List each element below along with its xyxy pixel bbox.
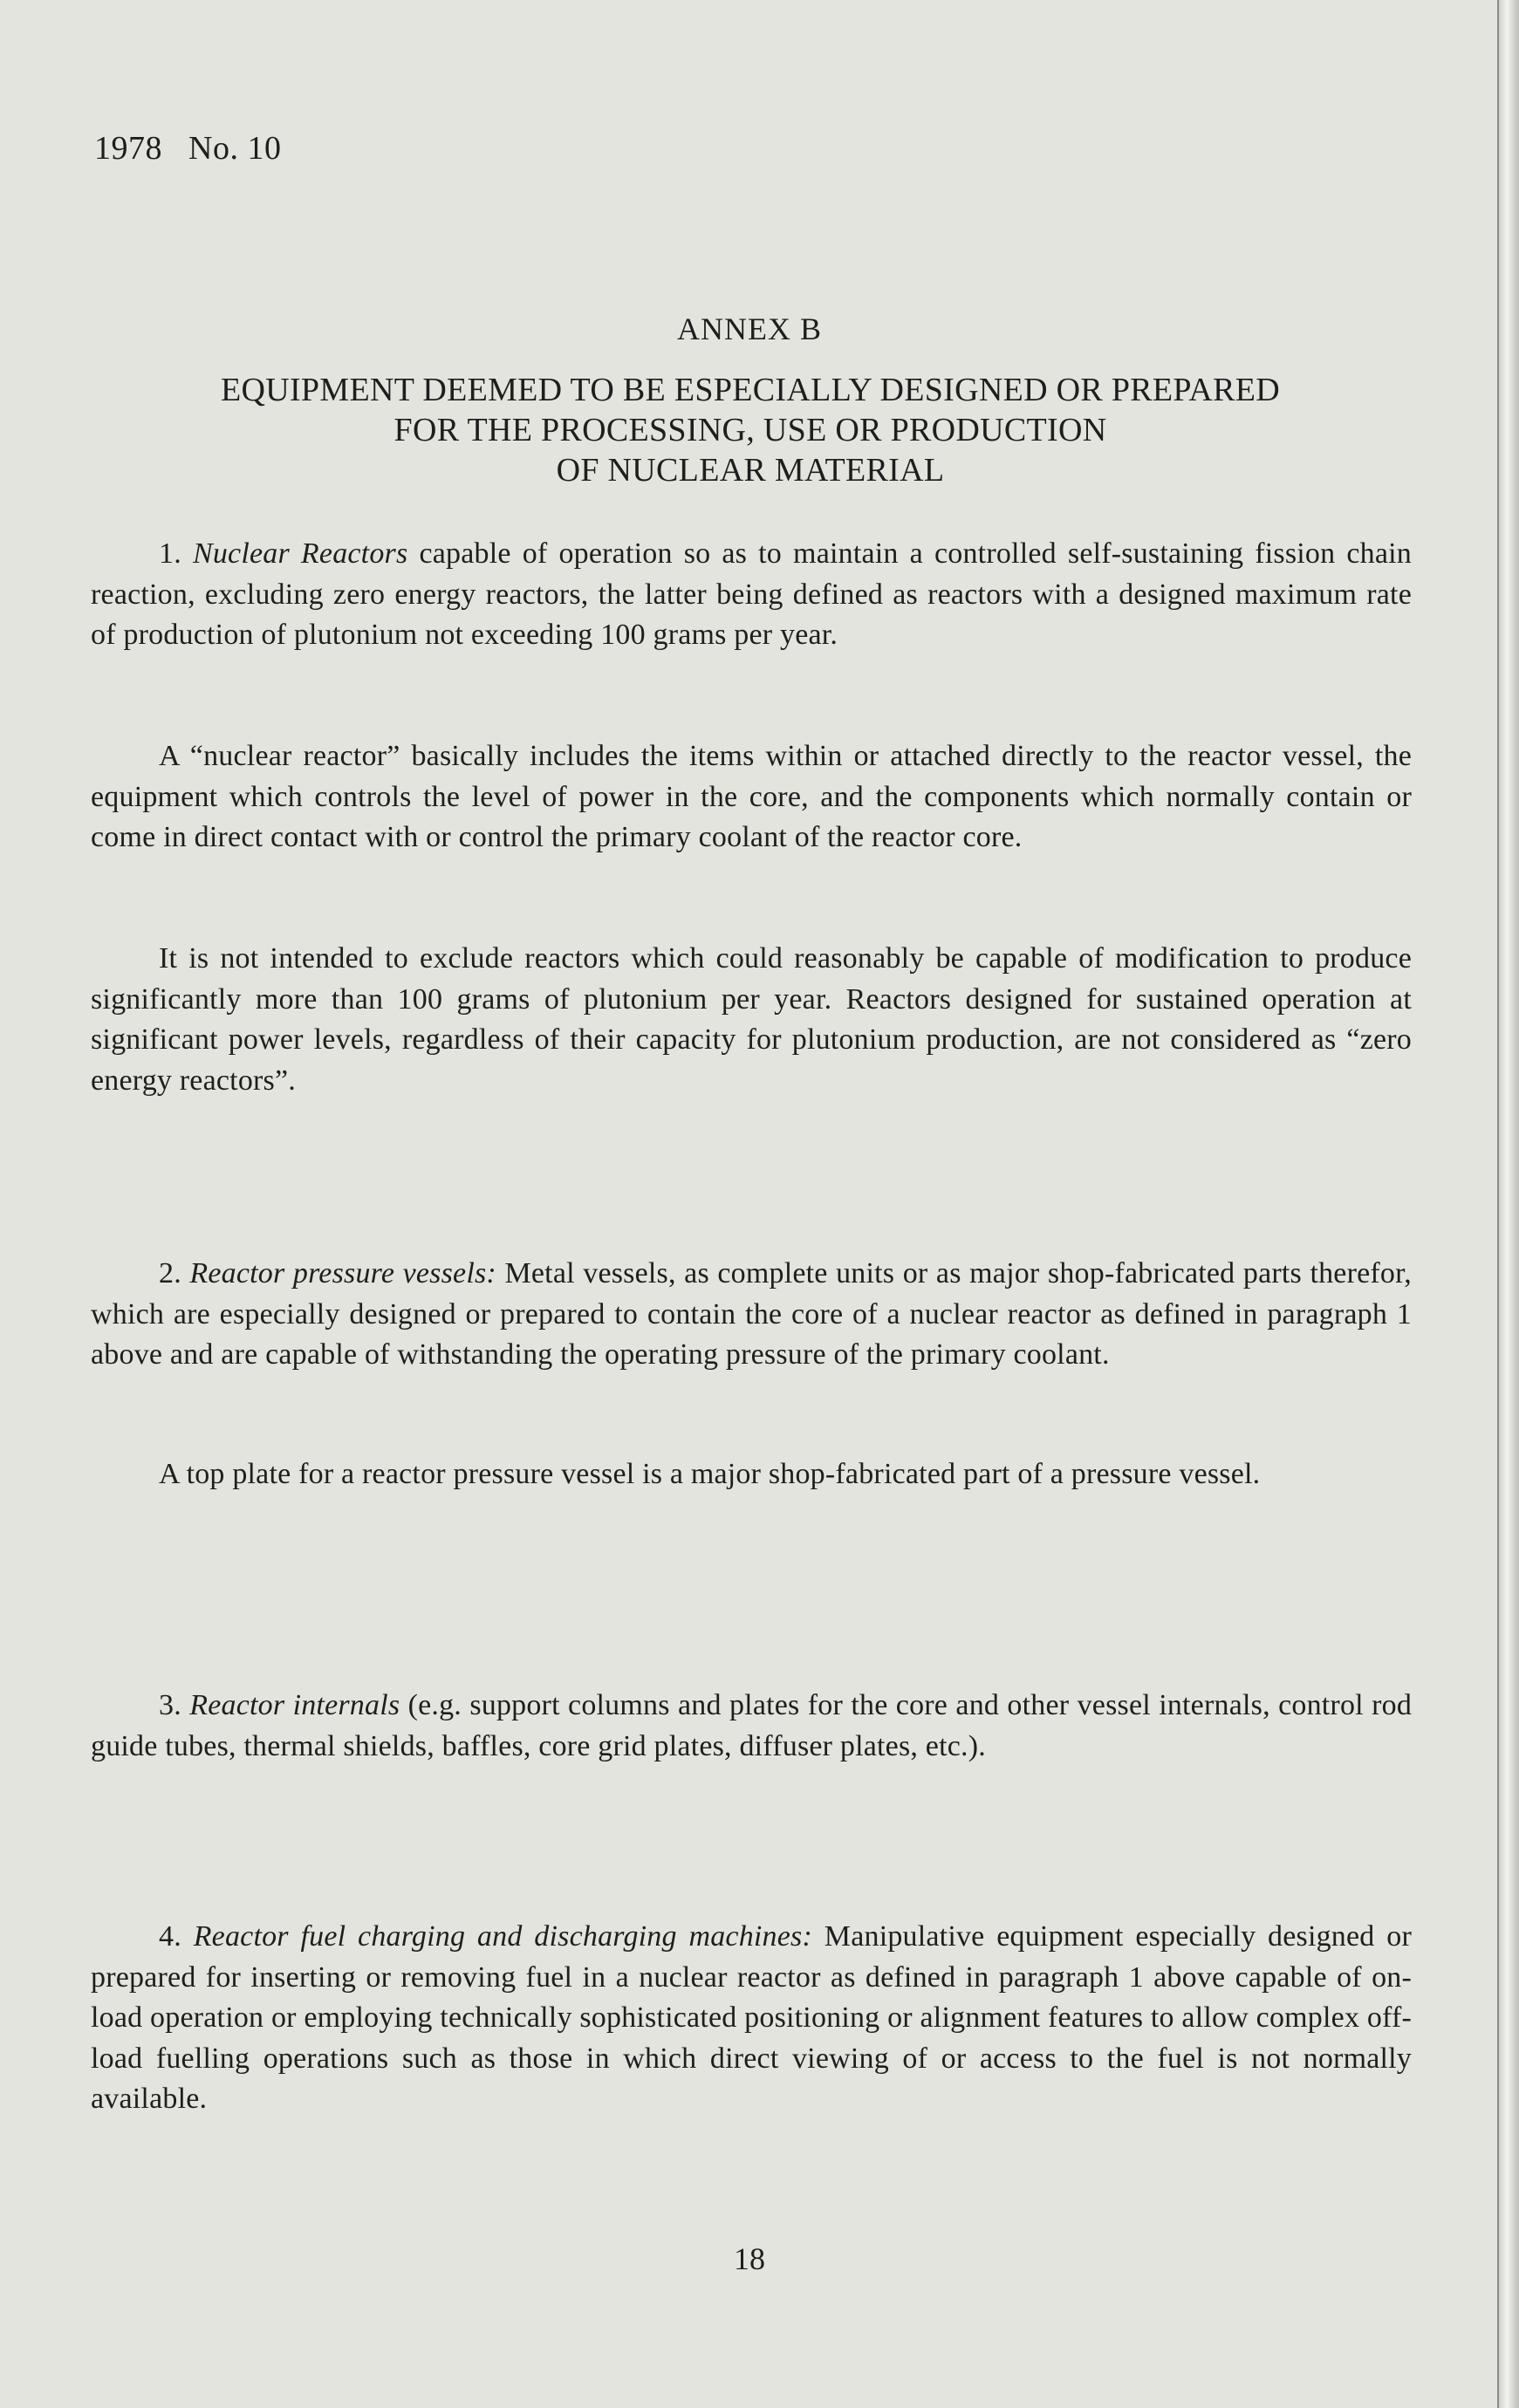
paragraph-text: capable of operation so as to maintain a controlled self-sustaining fission chain reaction, excluding zero energy reactors, the latter being defined as reactors with a designed maximum rate of production of plutonium not exceeding 100 grams per year. <box>91 537 1412 651</box>
paragraph-1-exclusion <box>91 939 1412 1101</box>
paragraph-text: Manipulative equipment especially designed or prepared for inserting or removing fuel in a nuclear reactor as defined in paragraph 1 above capable of on-load operation or employing technically sophisticated positioning or alignment features to allow complex off-load fuelling operations such as those in which direct viewing of or access to the fuel is not normally available. <box>91 1920 1412 2115</box>
book-spine <box>1499 0 1519 2408</box>
paragraph-term: Reactor pressure vessels: <box>189 1257 496 1290</box>
paragraph-3 <box>91 1686 1412 1767</box>
title-line: FOR THE PROCESSING, USE OR PRODUCTION <box>393 412 1107 448</box>
paragraph-number: 3. <box>159 1689 181 1721</box>
document-title <box>87 370 1413 490</box>
page-header <box>94 129 281 168</box>
paragraph-1-definition <box>91 736 1412 859</box>
paragraph-2 <box>91 1254 1412 1376</box>
paragraph-number: 4. <box>159 1920 181 1953</box>
paragraph-text: A “nuclear reactor” basically includes the items within or attached directly to the reactor vessel, the equipment which controls the level of power in the core, and the components which normally contain or come in direct contact with or control the primary coolant of the reactor core. <box>91 740 1412 853</box>
page-number: 18 <box>734 2241 765 2276</box>
paragraph-text: It is not intended to exclude reactors which could reasonably be capable of modification to produce significantly more than 100 grams of plutonium per year. Reactors designed for sustained operation at significant power levels, regardless of their capacity for plutonium production, are not considered as “zero energy reactors”. <box>91 942 1412 1097</box>
page-edge <box>1497 0 1499 2408</box>
paragraph-text: Metal vessels, as complete units or as major shop-fabricated parts therefor, which are especially designed or prepared to contain the core of a nuclear reactor as defined in paragraph 1 above and are capable of withstanding the operating pressure of the primary coolant. <box>91 1257 1412 1371</box>
paragraph-text: A top plate for a reactor pressure vessel is a major shop-fabricated part of a pressure vessel. <box>159 1458 1261 1490</box>
title-line: EQUIPMENT DEEMED TO BE ESPECIALLY DESIGNED OR PREPARED <box>220 372 1281 408</box>
paragraph-number: 2. <box>159 1257 181 1290</box>
paragraph-term: Reactor internals <box>189 1689 400 1721</box>
paragraph-term: Nuclear Reactors <box>192 537 408 570</box>
paragraph-4 <box>91 1917 1412 2120</box>
title-line: OF NUCLEAR MATERIAL <box>556 452 945 489</box>
paragraph-2-note <box>91 1454 1412 1495</box>
header-year: 1978 <box>94 130 162 167</box>
header-number: No. 10 <box>188 130 282 167</box>
paragraph-term: Reactor fuel charging and discharging machines: <box>193 1920 812 1953</box>
annex-label: ANNEX B <box>677 311 822 346</box>
paragraph-number: 1. <box>159 537 181 570</box>
paragraph-text: (e.g. support columns and plates for the core and other vessel internals, control rod guide tubes, thermal shields, baffles, core grid plates, diffuser plates, etc.). <box>91 1689 1413 1762</box>
paragraph-1 <box>91 534 1412 656</box>
